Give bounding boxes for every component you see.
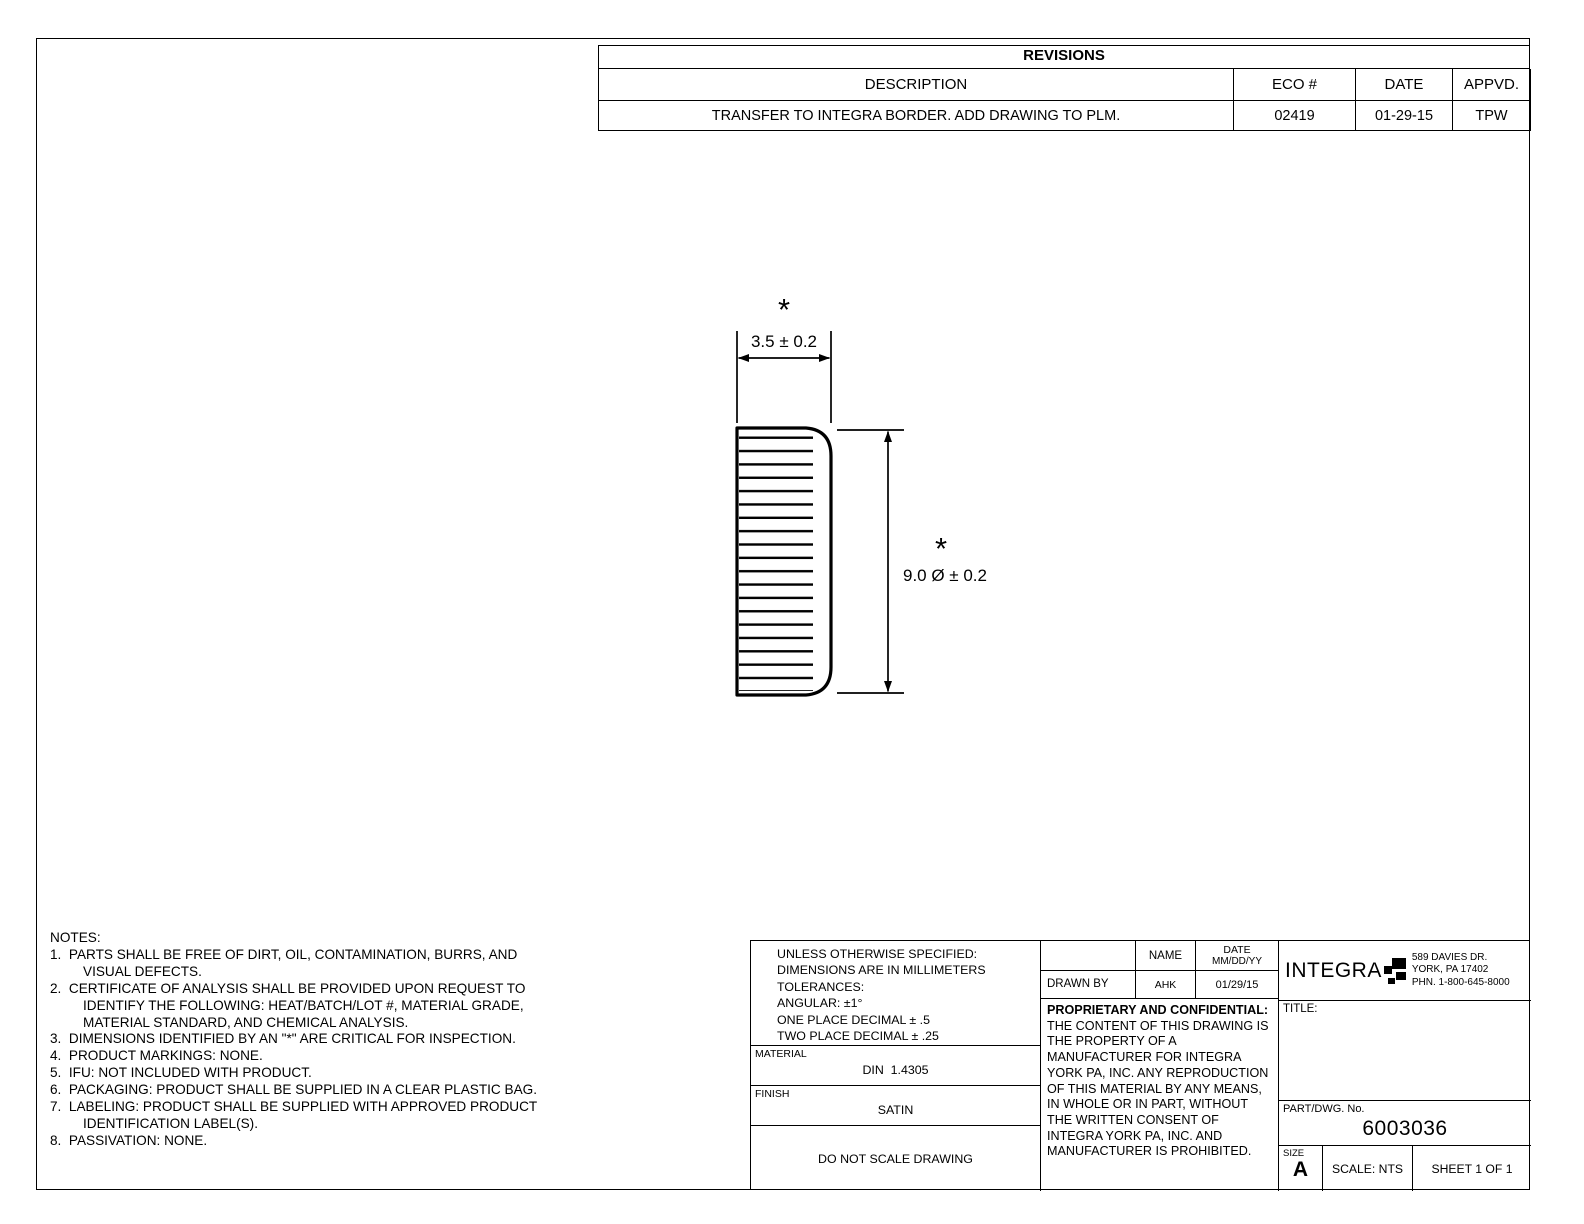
title-label: TITLE: xyxy=(1283,1003,1318,1015)
finish-cell xyxy=(751,1086,1041,1126)
tolerance-line: TWO PLACE DECIMAL ± .25 xyxy=(777,1029,939,1044)
revisions-header-appvd: APPVD. xyxy=(1453,69,1531,101)
drawn-by-cell xyxy=(1041,971,1136,999)
note-line: IDENTIFICATION LABEL(S). xyxy=(83,1115,258,1131)
revisions-header-date: DATE xyxy=(1356,69,1453,101)
note-line: 4. PRODUCT MARKINGS: NONE. xyxy=(50,1048,263,1064)
note-line: 5. IFU: NOT INCLUDED WITH PRODUCT. xyxy=(50,1065,312,1081)
company-cell xyxy=(1279,941,1531,1001)
company-address-line: PHN. 1-800-645-8000 xyxy=(1411,976,1510,988)
note-line: 1. PARTS SHALL BE FREE OF DIRT, OIL, CONTAMINATION, BURRS, AND xyxy=(50,946,518,962)
note-line: VISUAL DEFECTS. xyxy=(83,963,202,979)
note-line: 3. DIMENSIONS IDENTIFIED BY AN "*" ARE CRITICAL FOR INSPECTION. xyxy=(50,1031,516,1047)
date-header-line1: DATE xyxy=(1223,944,1251,956)
finish-label: FINISH xyxy=(755,1088,790,1100)
revisions-header-description: DESCRIPTION xyxy=(599,69,1234,101)
note-line: 7. LABELING: PRODUCT SHALL BE SUPPLIED WITH APPROVED PRODUCT xyxy=(50,1099,538,1115)
note-line: MATERIAL STANDARD, AND CHEMICAL ANALYSIS. xyxy=(83,1014,409,1030)
title-cell xyxy=(1279,1001,1531,1101)
company-logo-text: INTEGRA xyxy=(1285,958,1382,982)
tolerance-cell xyxy=(751,941,1041,1046)
finish-value: SATIN xyxy=(877,1103,914,1117)
drawn-by-name-cell xyxy=(1136,971,1196,999)
name-header-text: NAME xyxy=(1148,949,1183,962)
tolerance-line: DIMENSIONS ARE IN MILLIMETERS xyxy=(777,963,986,978)
tolerance-line: ANGULAR: ±1° xyxy=(777,996,863,1011)
width-dim-critical-star: * xyxy=(777,292,791,327)
tolerance-line: UNLESS OTHERWISE SPECIFIED: xyxy=(777,947,978,961)
size-value: A xyxy=(1292,1158,1309,1181)
revision-appvd: TPW xyxy=(1453,101,1531,131)
signoff-date-header xyxy=(1196,941,1279,971)
material-cell xyxy=(751,1046,1041,1086)
revision-eco: 02419 xyxy=(1234,101,1356,131)
revisions-header-row xyxy=(598,69,1530,101)
proprietary-title: PROPRIETARY AND CONFIDENTIAL: xyxy=(1047,1003,1269,1017)
size-label: SIZE xyxy=(1283,1148,1305,1159)
revision-date: 01-29-15 xyxy=(1356,101,1453,131)
tolerance-line: TOLERANCES: xyxy=(777,979,865,994)
sheet-cell xyxy=(1413,1146,1531,1191)
date-header-line2: MM/DD/YY xyxy=(1212,956,1262,967)
note-line: 8. PASSIVATION: NONE. xyxy=(50,1132,208,1148)
part-number-cell xyxy=(1279,1101,1531,1146)
note-line: 2. CERTIFICATE OF ANALYSIS SHALL BE PROVIDED UPON REQUEST TO xyxy=(50,980,526,996)
part-number-label: PART/DWG. No. xyxy=(1283,1103,1365,1115)
notes-block xyxy=(50,930,670,1150)
size-cell xyxy=(1279,1146,1323,1191)
signoff-role-header xyxy=(1041,941,1136,971)
proprietary-cell xyxy=(1041,999,1279,1191)
diameter-dim-label: 9.0 Ø ± 0.2 xyxy=(903,566,987,585)
signoff-name-header xyxy=(1136,941,1196,971)
drawn-by-label: DRAWN BY xyxy=(1047,978,1109,990)
drawn-by-date: 01/29/15 xyxy=(1215,978,1259,991)
material-value: DIN 1.4305 xyxy=(862,1063,929,1077)
proprietary-body: THE CONTENT OF THIS DRAWING IS THE PROPERTY OF A MANUFACTURER FOR INTEGRA YORK PA, INC. ANY REPRODUCTION OF THIS MATERIAL BY ANY MEANS, IN WHOLE OR IN PART, WITHOUT THE WRITTEN CONSENT OF INTEGRA YORK PA, INC. AND MANUFACTURER IS PROHIBITED. xyxy=(1047,1018,1269,1159)
do-not-scale-text: DO NOT SCALE DRAWING xyxy=(818,1151,973,1166)
note-line: 6. PACKAGING: PRODUCT SHALL BE SUPPLIED IN A CLEAR PLASTIC BAG. xyxy=(50,1082,538,1098)
scale-cell xyxy=(1323,1146,1413,1191)
note-line: IDENTIFY THE FOLLOWING: HEAT/BATCH/LOT #, MATERIAL GRADE, xyxy=(83,997,524,1013)
title-block xyxy=(750,940,1530,1190)
revisions-header-eco: ECO # xyxy=(1234,69,1356,101)
notes-heading: NOTES: xyxy=(50,930,101,945)
drawn-by-date-cell xyxy=(1196,971,1279,999)
revisions-table xyxy=(598,45,1530,131)
width-dim-label: 3.5 ± 0.2 xyxy=(750,332,818,351)
tolerance-line: ONE PLACE DECIMAL ± .5 xyxy=(777,1012,931,1027)
scale-value: SCALE: NTS xyxy=(1331,1161,1404,1176)
revisions-title: REVISIONS xyxy=(598,45,1530,69)
do-not-scale-cell xyxy=(751,1126,1041,1191)
revision-description: TRANSFER TO INTEGRA BORDER. ADD DRAWING TO PLM. xyxy=(599,101,1234,131)
revisions-data-row xyxy=(598,101,1530,131)
diameter-dim-critical-star: * xyxy=(934,531,948,566)
company-address-line: 589 DAVIES DR. xyxy=(1411,951,1488,963)
material-label: MATERIAL xyxy=(755,1048,807,1060)
drawn-by-name: AHK xyxy=(1154,978,1177,991)
sheet-value: SHEET 1 OF 1 xyxy=(1431,1161,1513,1176)
integra-logo-icon xyxy=(1384,957,1408,985)
part-number-value: 6003036 xyxy=(1362,1117,1448,1140)
company-address-line: YORK, PA 17402 xyxy=(1411,964,1489,976)
